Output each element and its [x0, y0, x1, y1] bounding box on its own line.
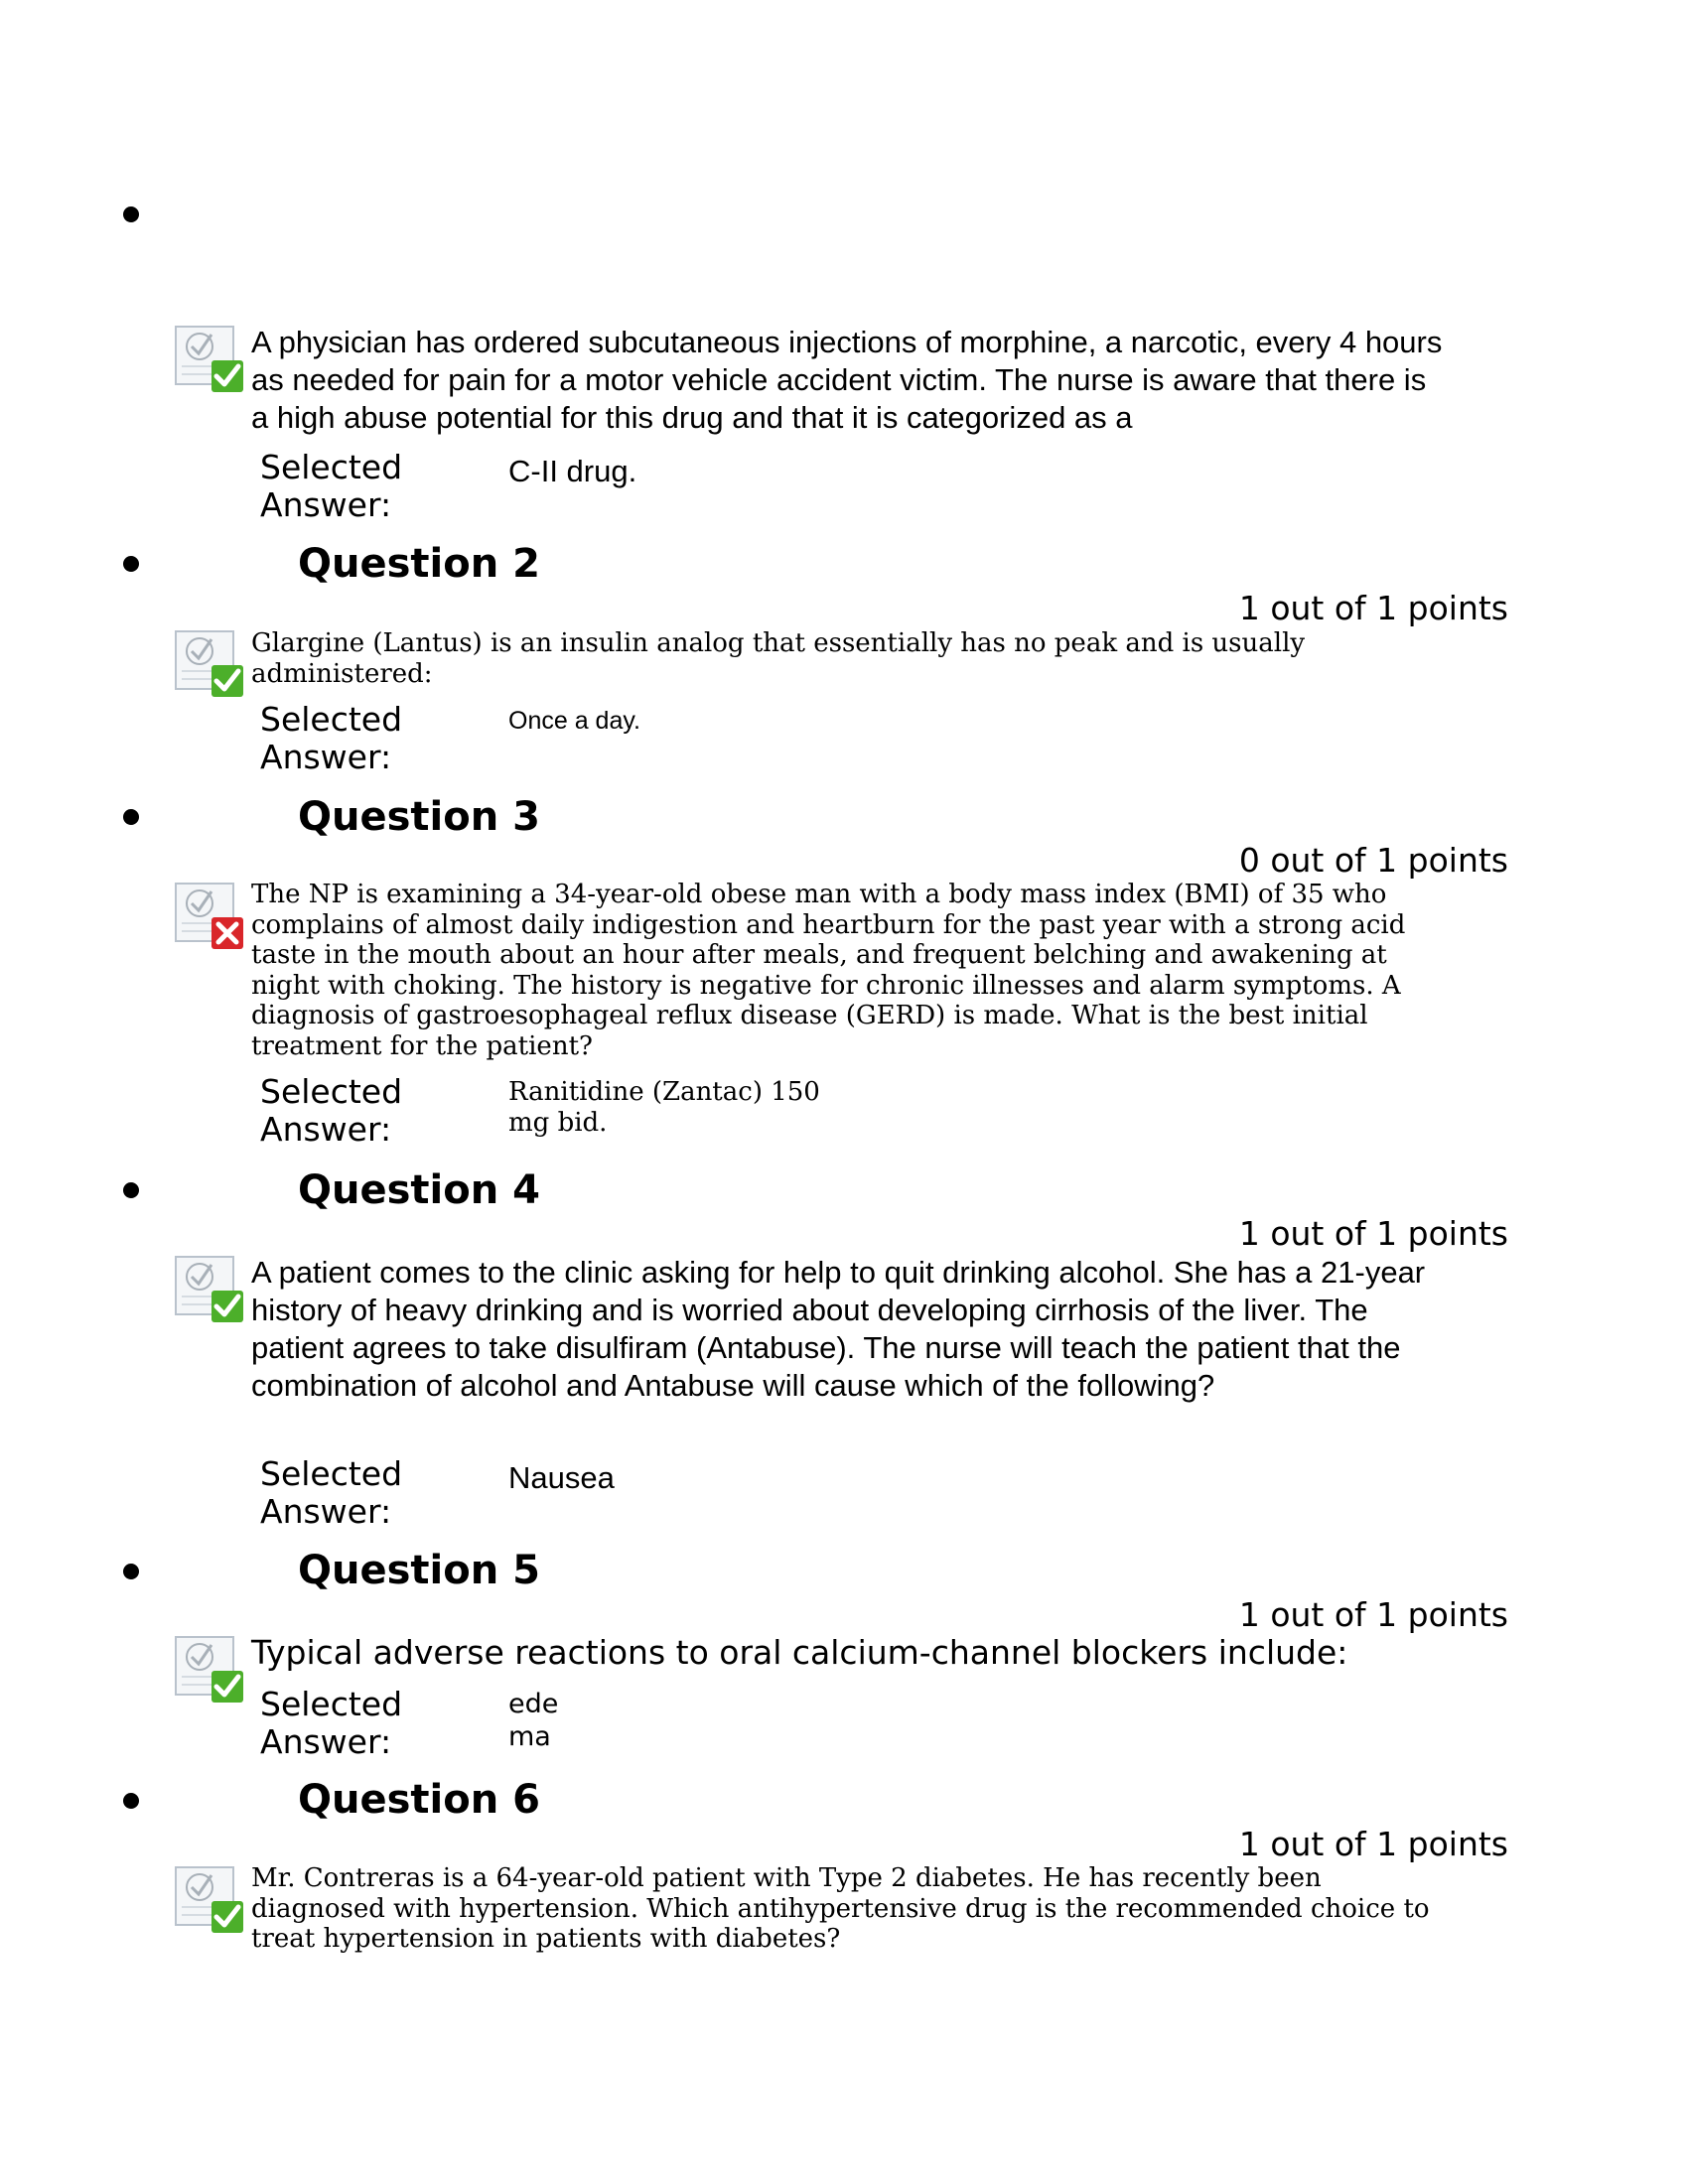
selected-answer-value: Ranitidine (Zantac) 150 mg bid. [508, 1077, 820, 1138]
x-icon [174, 880, 245, 951]
question-points: 1 out of 1 points [1238, 589, 1508, 627]
selected-answer-value: ede ma [508, 1689, 559, 1752]
list-bullet [123, 809, 139, 825]
question-title: Question 5 [298, 1548, 540, 1593]
selected-answer-label: Selected Answer: [260, 1072, 403, 1149]
check-icon [174, 627, 245, 699]
question-text: Mr. Contreras is a 64-year-old patient with Type 2 diabetes. He has recently been diagnosed with hypertension. Which antihypertensive drug is the recommended choice to treat hypertension in patients with diabetes? [251, 1863, 1430, 1954]
question-text: Typical adverse reactions to oral calcium-channel blockers include: [251, 1633, 1348, 1672]
question-points: 1 out of 1 points [1238, 1214, 1508, 1253]
selected-answer-label: Selected Answer: [260, 448, 403, 524]
question-title: Question 2 [298, 541, 540, 587]
list-bullet [123, 206, 139, 222]
question-points: 1 out of 1 points [1238, 1825, 1508, 1863]
selected-answer-value: Nausea [508, 1460, 615, 1495]
question-title: Question 3 [298, 794, 540, 840]
question-title: Question 6 [298, 1777, 540, 1823]
question-text: A patient comes to the clinic asking for help to quit drinking alcohol. She has a 21-year history of heavy drinking and is worried about developing cirrhosis of the liver. The patient agrees to take disulfiram (Antabuse). The nurse will teach the patient that the combination of alcohol and Antabuse will cause which of the following? [251, 1255, 1426, 1403]
selected-answer-value: C-II drug. [508, 454, 637, 488]
list-bullet [123, 556, 139, 572]
question-text: A physician has ordered subcutaneous injections of morphine, a narcotic, every 4 hours as needed for pain for a motor vehicle accident victim. The nurse is aware that there is a high abuse potential for this drug and that it is categorized as a [251, 325, 1443, 435]
list-bullet [123, 1793, 139, 1809]
selected-answer-label: Selected Answer: [260, 1454, 403, 1531]
question-text: Glargine (Lantus) is an insulin analog that essentially has no peak and is usually administered: [251, 628, 1306, 689]
selected-answer-label: Selected Answer: [260, 700, 403, 776]
question-points: 0 out of 1 points [1238, 841, 1508, 880]
question-points: 1 out of 1 points [1238, 1595, 1508, 1634]
list-bullet [123, 1182, 139, 1198]
check-icon [174, 1863, 245, 1935]
selected-answer-value: Once a day. [508, 707, 640, 735]
check-icon [174, 1253, 245, 1324]
selected-answer-label: Selected Answer: [260, 1685, 403, 1761]
question-title: Question 4 [298, 1167, 540, 1213]
check-icon [174, 1633, 245, 1705]
question-text: The NP is examining a 34-year-old obese man with a body mass index (BMI) of 35 who complains of almost daily indigestion and heartburn for the past year with a strong acid taste in the mouth about an hour after meals, and frequent belching and awakening at night with choking. The history is negative for chronic illnesses and alarm symptoms. A diagnosis of gastroesophageal reflux disease (GERD) is made. What is the best initial treatment for the patient? [251, 880, 1406, 1061]
list-bullet [123, 1564, 139, 1579]
check-icon [174, 323, 245, 394]
